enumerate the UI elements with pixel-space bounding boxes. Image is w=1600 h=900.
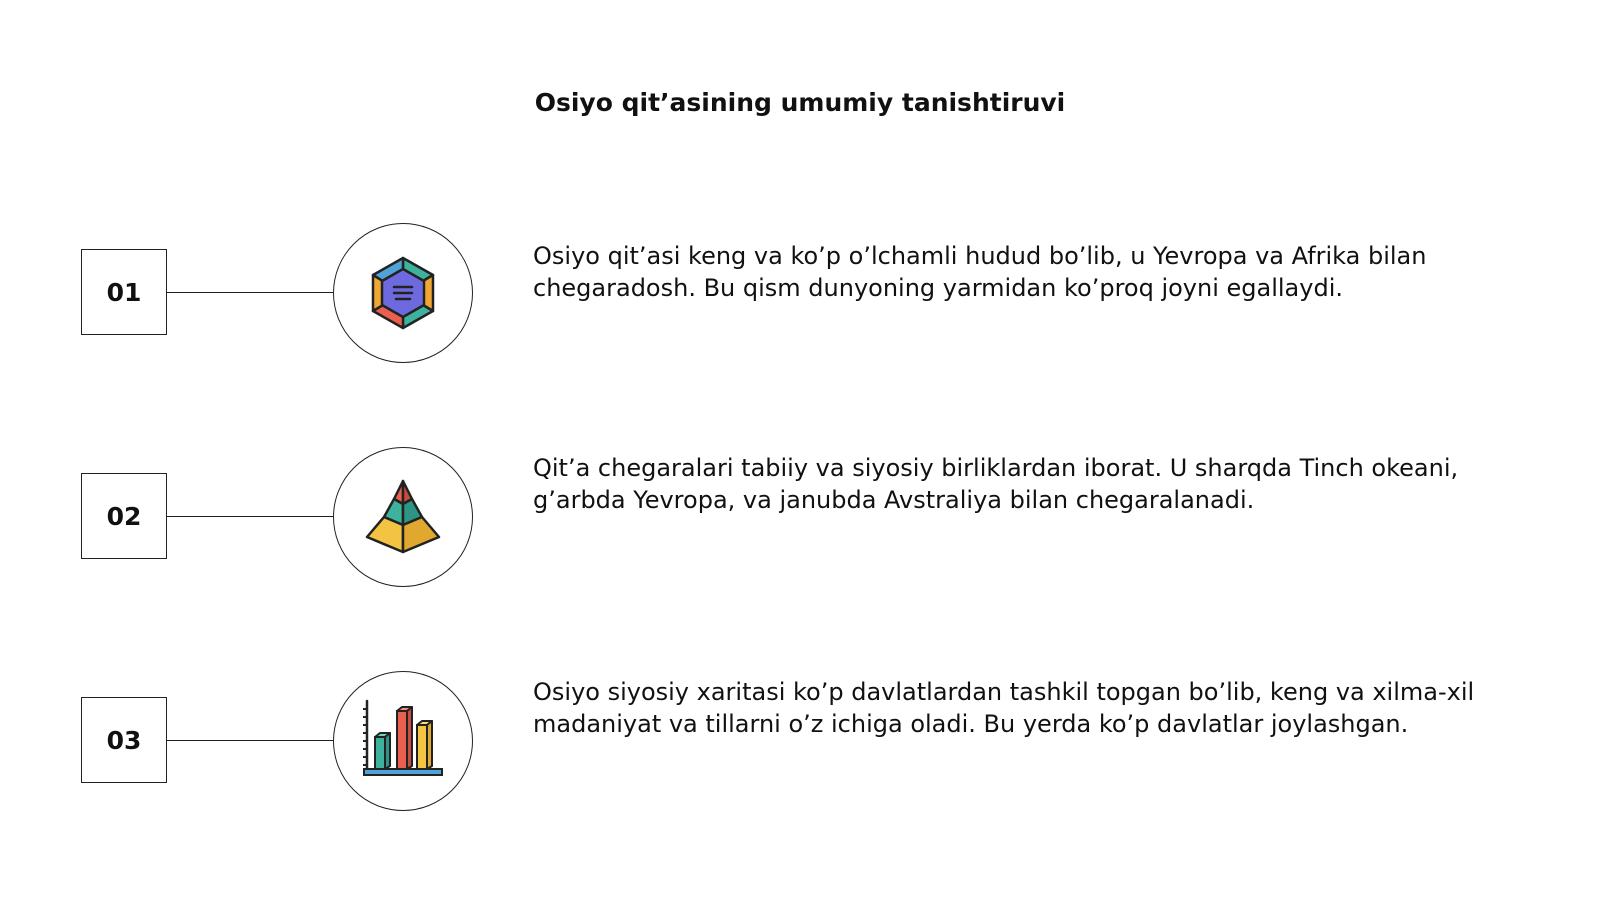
- step-number: 01: [81, 249, 167, 335]
- list-item: [0, 223, 1600, 363]
- item-description: Osiyo qit’asi keng va ko’p o’lchamli hudud bo’lib, u Yevropa va Afrika bilan chegaradosh. Bu qism dunyoning yarmidan ko’proq joyni egallaydi.: [533, 242, 1427, 302]
- connector-line: [167, 516, 333, 517]
- list-item: [0, 671, 1600, 811]
- icon-circle: [333, 447, 473, 587]
- hexagon-icon: [363, 253, 443, 333]
- connector-line: [167, 740, 333, 741]
- icon-circle: [333, 671, 473, 811]
- item-description: Qit’a chegaralari tabiiy va siyosiy birliklardan iborat. U sharqda Tinch okeani, g’arbda Yevropa, va janubda Avstraliya bilan chegaralanadi.: [533, 454, 1459, 514]
- step-number: 02: [81, 473, 167, 559]
- page-title: Osiyo qit’asining umumiy tanishtiruvi: [534, 88, 1066, 117]
- connector-line: [167, 292, 333, 293]
- pyramid-icon: [363, 477, 443, 557]
- bar-chart-icon: [361, 699, 445, 783]
- icon-circle: [333, 223, 473, 363]
- item-description: Osiyo siyosiy xaritasi ko’p davlatlardan tashkil topgan bo’lib, keng va xilma-xil madaniyat va tillarni o’z ichiga oladi. Bu yerda ko’p davlatlar joylashgan.: [533, 678, 1475, 738]
- list-item: [0, 447, 1600, 587]
- step-number: 03: [81, 697, 167, 783]
